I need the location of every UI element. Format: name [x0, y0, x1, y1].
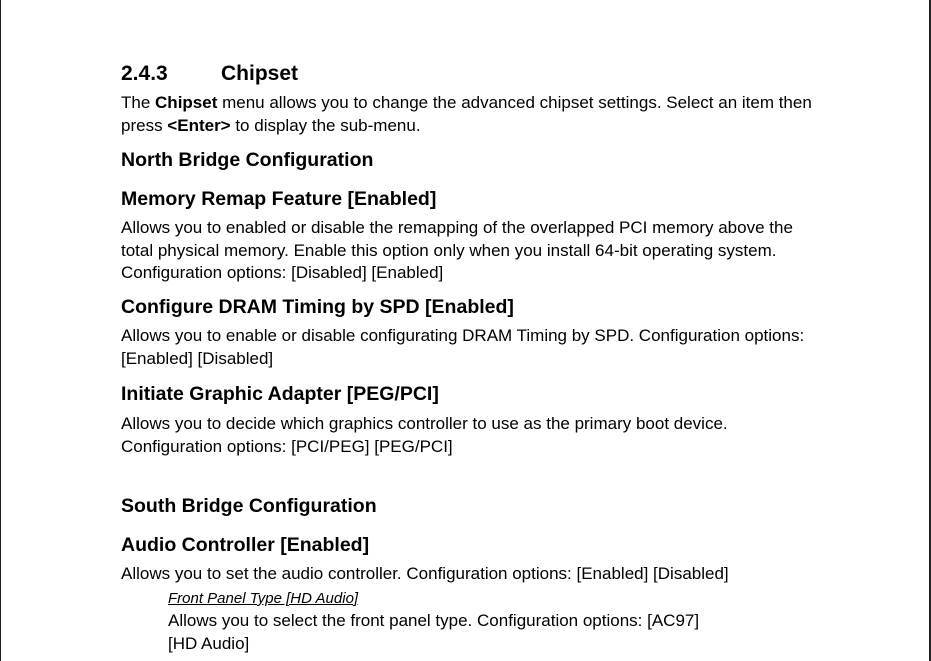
- south-bridge-heading: South Bridge Configuration: [121, 495, 377, 517]
- description-line: Allows you to decide which graphics controller to use as the primary boot device.: [121, 414, 728, 433]
- graphic-adapter-heading: Initiate Graphic Adapter [PEG/PCI]: [121, 383, 439, 405]
- dram-timing-heading: Configure DRAM Timing by SPD [Enabled]: [121, 296, 514, 318]
- description-line: [Enabled] [Disabled]: [121, 348, 274, 368]
- dram-timing-description: [121, 325, 821, 370]
- memory-remap-description: [121, 217, 821, 285]
- north-bridge-heading: North Bridge Configuration: [121, 149, 374, 171]
- section-intro: [121, 92, 821, 137]
- graphic-adapter-description: [121, 413, 821, 458]
- intro-bold-enter: <Enter>: [167, 115, 231, 135]
- description-line: Allows you to enabled or disable the remapping of the overlapped PCI memory above the: [121, 218, 793, 237]
- section-title: Chipset: [221, 62, 299, 85]
- description-line: Allows you to set the audio controller. Configuration options: [Enabled] [Disabled]: [121, 564, 729, 583]
- intro-text: The: [121, 93, 156, 112]
- description-line: Configuration options: [Disabled] [Enabled]: [121, 263, 444, 282]
- memory-remap-heading: Memory Remap Feature [Enabled]: [121, 188, 437, 210]
- description-line: total physical memory. Enable this option only when you install 64-bit operating system.: [121, 240, 777, 260]
- section-number: 2.4.3: [121, 62, 168, 85]
- front-panel-type-description: [168, 610, 768, 655]
- description-line: Configuration options: [PCI/PEG] [PEG/PCI]: [121, 436, 453, 456]
- description-line: Allows you to select the front panel type. Configuration options: [AC97]: [168, 611, 700, 630]
- description-line: [HD Audio]: [168, 633, 250, 653]
- description-line: Allows you to enable or disable configurating DRAM Timing by SPD. Configuration options:: [121, 326, 805, 345]
- intro-text: menu allows you to change the advanced chipset settings. Select an item then press: [121, 93, 812, 135]
- intro-text: to display the sub-menu.: [230, 115, 421, 135]
- front-panel-type-heading: Front Panel Type [HD Audio]: [168, 590, 359, 607]
- audio-controller-heading: Audio Controller [Enabled]: [121, 534, 370, 556]
- intro-bold-chipset: Chipset: [155, 93, 218, 112]
- audio-controller-description: [121, 563, 821, 586]
